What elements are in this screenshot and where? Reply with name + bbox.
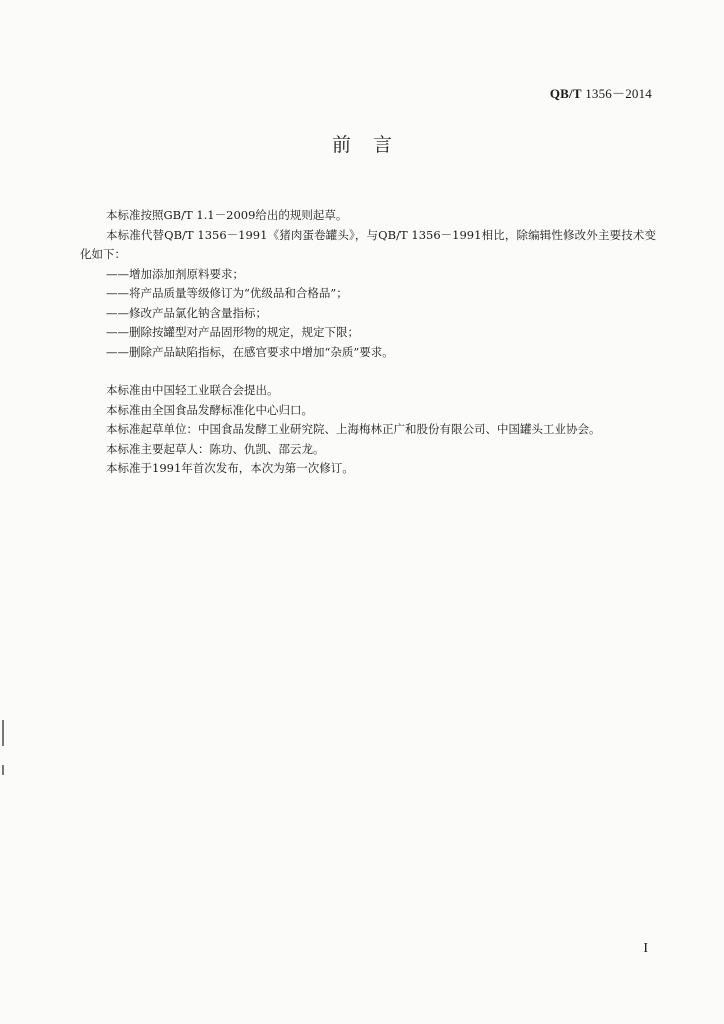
standard-code-prefix: QB/T (549, 86, 582, 101)
document-body (80, 206, 656, 479)
paragraph-drafting-units: 本标准起草单位：中国食品发酵工业研究院、上海梅林正广和股份有限公司、中国罐头工业协会。 (106, 422, 601, 436)
paragraph-drafters: 本标准主要起草人：陈功、仇凯、邵云龙。 (106, 441, 325, 456)
scan-artifact-mark (2, 765, 4, 775)
paragraph-centralized: 本标准由全国食品发酵标准化中心归口。 (106, 402, 313, 417)
list-item-sodium-chloride: ——修改产品氯化钠含量指标； (106, 305, 267, 320)
paragraph-replacement: 本标准代替QB/T 1356－1991《猪肉蛋卷罐头》，与QB/T 1356－1991相比，除编辑性修改外主要技术变化如下： (80, 227, 656, 261)
standard-code-number: 1356－2014 (585, 86, 652, 101)
list-item-solids: ——删除按罐型对产品固形物的规定，规定下限； (106, 325, 359, 339)
list-item-defects: ——删除产品缺陷指标，在感官要求中增加“杂质”要求。 (106, 344, 394, 359)
scan-artifact-mark (2, 720, 4, 746)
standard-code-header (550, 83, 652, 102)
paragraph-history: 本标准于1991年首次发布，本次为第一次修订。 (106, 461, 354, 475)
paragraph-proposer: 本标准由中国轻工业联合会提出。 (106, 383, 279, 397)
page-title: 前言 (331, 134, 414, 156)
paragraph-drafting-rules: 本标准按照GB/T 1.1－2009给出的规则起草。 (106, 208, 348, 222)
paragraph-gap (80, 362, 656, 381)
list-item-additive: ——增加添加剂原料要求； (106, 266, 244, 281)
page-number: I (643, 941, 648, 956)
list-item-quality-grade: ——将产品质量等级修订为“优级品和合格品”； (106, 286, 348, 300)
